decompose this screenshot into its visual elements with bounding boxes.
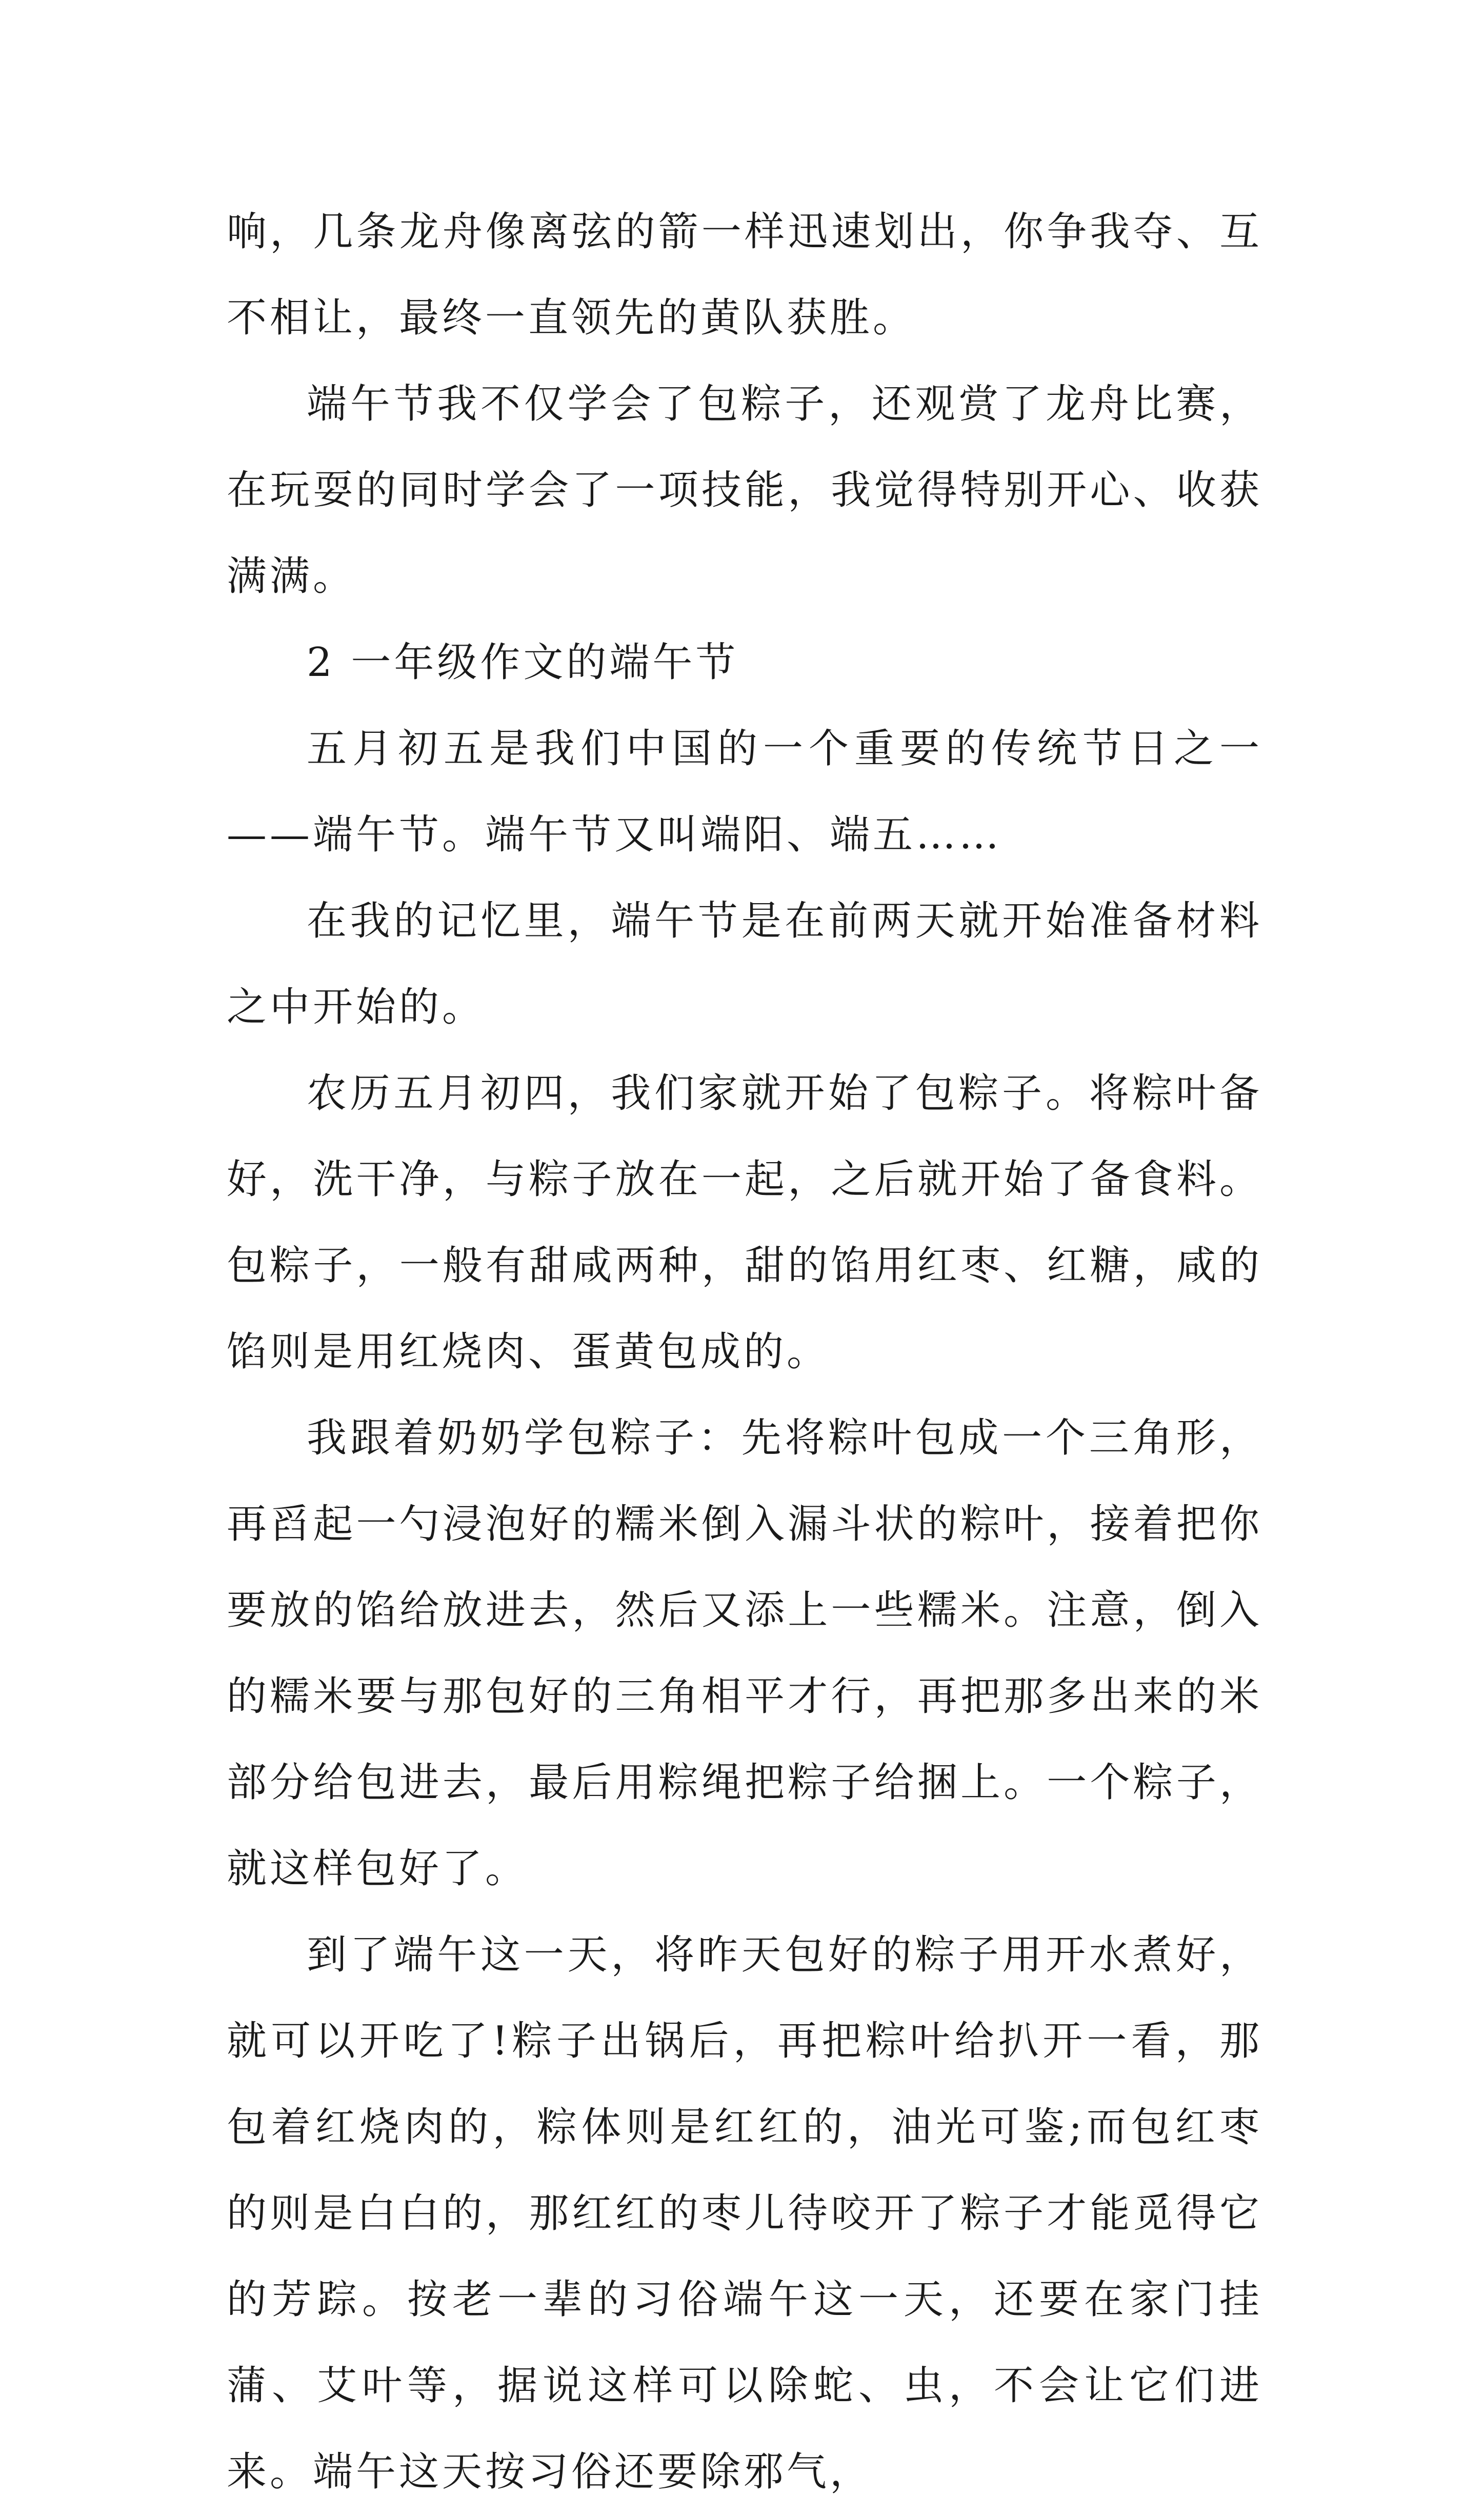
- paragraph-festival-day: 到了端午这一天，将昨天包好的粽子用开水煮好，就可以开吃了!粽子出锅后，再把粽叶给扒开一看，那包着红烧肉的，粽体则是红红的，油光可鉴;而包红枣的则是白白的，那红红的枣儿待咬开了粽子才能觅得它的芳踪。按老一辈的习俗端午这一天，还要在家门挂蒲、艾叶等，据说这样可以除蛇、虫，不会让它们进来。端午这天按习俗还要除邪气，: [227, 1932, 1262, 2495]
- essay-body: [227, 189, 1262, 2515]
- paragraph-preparation: 农历五月初四，我们家就开始了包粽子。将粽叶备好，洗干净，与粽子放在一起，之后就开始了备食料。包粽子，一般有甜咸两种，甜的馅用红枣、红糖，咸的馅则是用红烧肉、蛋黄包成的。: [227, 1070, 1262, 1375]
- paragraph-continuation: 响，几条龙舟像离弦的箭一样迅速划出，你争我夺、互不相让，最终一直领先的黄队获胜。: [227, 209, 1262, 341]
- paragraph-intro: 五月初五是我们中国的一个重要的传统节日之一——端午节。端午节又叫端阳、端五……: [227, 726, 1262, 858]
- essay-heading: 2 一年级作文的端午节: [307, 640, 739, 686]
- paragraph-memory: 在我的记忆里，端午节是在前两天就开始准备材料之中开始的。: [227, 898, 1262, 1030]
- paragraph-summary: 端午节我不仅学会了包粽子，还观赏了龙舟比赛，在玩耍的同时学会了一项技能，我觉得特别开心、收获满满。: [227, 381, 1262, 600]
- paragraph-wrapping: 我跟着奶奶学包粽子：先将粽叶包成一个三角形，再舀起一勺浸泡好的糯米倒入漏斗状的粽叶，接着把你要放的馅给放进去，然后又添上一些糯米。注意，倒入的糯米要与那包好的三角相平才行，再把那多出来的米部分给包进去，最后用粽绳把粽子给捆上。一个粽子，就这样包好了。: [227, 1415, 1262, 1892]
